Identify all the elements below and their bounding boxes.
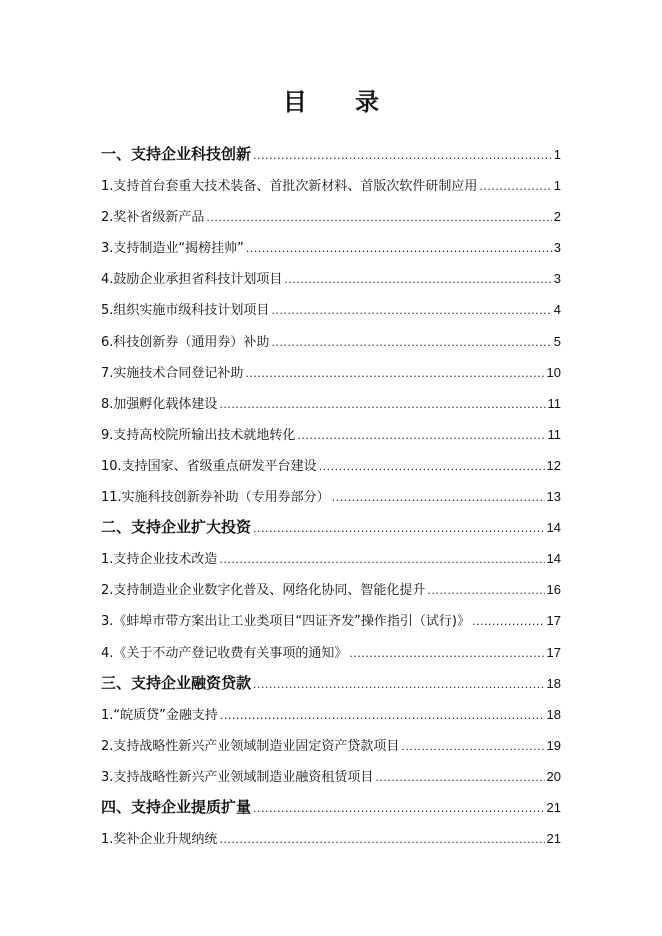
toc-entry-label: 一、支持企业科技创新	[101, 145, 252, 163]
toc-entry-label: 四、支持企业提质扩量	[101, 797, 252, 816]
dot-leader	[349, 638, 544, 669]
dot-leader	[332, 482, 545, 513]
toc-section-entry[interactable]	[101, 792, 561, 823]
toc-item-entry[interactable]	[101, 294, 561, 325]
toc-page-number: 19	[546, 737, 561, 753]
toc-item-entry[interactable]	[101, 170, 561, 201]
toc-entry-label: 2.支持战略性新兴产业领域制造业固定资产贷款项目	[101, 738, 400, 754]
dot-leader	[220, 700, 545, 731]
toc-page-number: 10	[546, 364, 561, 380]
toc-page-number: 1	[553, 178, 561, 194]
dot-leader	[401, 731, 544, 762]
dot-leader	[271, 295, 551, 326]
toc-page-number: 3	[553, 271, 561, 287]
toc-item-entry[interactable]	[101, 574, 561, 605]
dot-leader	[427, 575, 544, 606]
table-of-contents	[101, 139, 561, 854]
toc-entry-label: 2.奖补省级新产品	[101, 210, 205, 226]
toc-item-entry[interactable]	[101, 761, 561, 792]
toc-item-entry[interactable]	[101, 326, 561, 357]
toc-page-number: 12	[546, 457, 561, 473]
page-title: 目 录	[282, 87, 400, 116]
dot-leader	[219, 824, 544, 855]
toc-item-entry[interactable]	[101, 823, 561, 854]
toc-item-entry[interactable]	[101, 419, 561, 450]
toc-item-entry[interactable]	[101, 450, 561, 481]
toc-entry-label: 3.支持制造业“揭榜挂帅”	[101, 241, 244, 257]
dot-leader	[253, 140, 552, 171]
toc-entry-label: 11.实施科技创新券补助（专用券部分）	[101, 490, 330, 506]
toc-entry-label: 5.组织实施市级科技计划项目	[101, 303, 270, 319]
toc-entry-label: 三、支持企业融资贷款	[101, 673, 252, 692]
toc-page-number: 13	[546, 489, 561, 505]
toc-item-entry[interactable]	[101, 699, 561, 730]
dot-leader	[284, 264, 551, 295]
dot-leader	[219, 389, 545, 420]
toc-entry-label: 1.奖补企业升规纳统	[101, 832, 218, 848]
toc-item-entry[interactable]	[101, 388, 561, 419]
dot-leader	[375, 762, 544, 793]
dot-leader	[246, 233, 552, 264]
toc-page-number: 18	[546, 675, 561, 691]
dot-leader	[253, 793, 545, 824]
toc-item-entry[interactable]	[101, 543, 561, 574]
toc-item-entry[interactable]	[101, 263, 561, 294]
toc-entry-label: 3.《蚌埠市带方案出让工业类项目“四证齐发”操作指引（试行)》	[101, 614, 470, 630]
toc-item-entry[interactable]	[101, 637, 561, 668]
toc-entry-label: 1.支持企业技术改造	[101, 552, 218, 568]
toc-page-number: 14	[546, 520, 561, 536]
toc-section-entry[interactable]	[101, 139, 561, 170]
toc-item-entry[interactable]	[101, 201, 561, 232]
dot-leader	[319, 451, 545, 482]
toc-page-number: 18	[546, 706, 561, 722]
toc-entry-label: 10.支持国家、省级重点研发平台建设	[101, 458, 317, 474]
dot-leader	[472, 606, 545, 637]
toc-entry-label: 4.《关于不动产登记收费有关事项的通知》	[101, 645, 348, 661]
dot-leader	[253, 513, 545, 544]
toc-page-number: 14	[546, 551, 561, 567]
toc-item-entry[interactable]	[101, 730, 561, 761]
toc-page-number: 17	[546, 644, 561, 660]
toc-page-number: 5	[553, 333, 561, 349]
toc-section-entry[interactable]	[101, 668, 561, 699]
toc-section-entry[interactable]	[101, 512, 561, 543]
dot-leader	[245, 358, 544, 389]
dot-leader	[253, 669, 545, 700]
toc-item-entry[interactable]	[101, 605, 561, 636]
toc-item-entry[interactable]	[101, 481, 561, 512]
toc-entry-label: 二、支持企业扩大投资	[101, 518, 252, 537]
toc-page-number: 21	[546, 799, 561, 815]
toc-entry-label: 1.支持首台套重大技术装备、首批次新材料、首版次软件研制应用	[101, 179, 478, 195]
toc-entry-label: 4.鼓励企业承担省科技计划项目	[101, 272, 283, 288]
toc-entry-label: 3.支持战略性新兴产业领域制造业融资租赁项目	[101, 769, 374, 785]
dot-leader	[297, 420, 545, 451]
toc-page-number: 17	[546, 613, 561, 629]
toc-item-entry[interactable]	[101, 232, 561, 263]
toc-page-number: 21	[546, 831, 561, 847]
toc-page-number: 2	[553, 209, 561, 225]
toc-page-number: 3	[553, 240, 561, 256]
toc-entry-label: 1.“皖质贷”金融支持	[101, 707, 218, 723]
toc-entry-label: 2.支持制造业企业数字化普及、网络化协同、智能化提升	[101, 583, 426, 599]
toc-page-number: 4	[553, 302, 561, 318]
toc-page-number: 11	[547, 426, 561, 442]
dot-leader	[271, 327, 551, 358]
toc-entry-label: 7.实施技术合同登记补助	[101, 365, 244, 381]
toc-page-number: 11	[547, 395, 561, 411]
toc-page-number: 1	[553, 147, 561, 162]
dot-leader	[219, 544, 544, 575]
toc-entry-label: 8.加强孵化载体建设	[101, 396, 218, 412]
toc-entry-label: 6.科技创新券（通用券）补助	[101, 334, 270, 350]
toc-page-number: 16	[546, 582, 561, 598]
dot-leader	[206, 202, 551, 233]
toc-item-entry[interactable]	[101, 357, 561, 388]
dot-leader	[479, 171, 551, 202]
toc-entry-label: 9.支持高校院所输出技术就地转化	[101, 427, 296, 443]
toc-page-number: 20	[546, 768, 561, 784]
